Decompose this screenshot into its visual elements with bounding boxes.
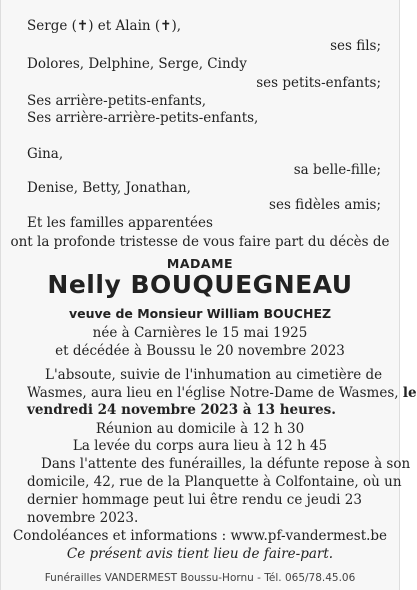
friends-role: ses fidèles amis; bbox=[269, 197, 381, 213]
meeting-time: Réunion au domicile à 12 h 30 bbox=[95, 421, 305, 437]
deceased-name: Nelly BOUQUEGNEAU bbox=[47, 270, 353, 299]
rest-line-4: novembre 2023. bbox=[27, 510, 139, 526]
ceremony-line-2-bold: le bbox=[402, 385, 417, 401]
children-role: ses fils; bbox=[330, 38, 381, 54]
death-line: et décédée à Boussu le 20 novembre 2023 bbox=[55, 343, 345, 359]
condolences-line: Condoléances et informations : www.pf-vandermest.be bbox=[12, 528, 388, 544]
rest-line-2: domicile, 42, rue de la Planquette à Colfontaine, où un bbox=[27, 474, 402, 490]
ceremony-line-1: L'absoute, suivie de l'inhumation au cimetière de bbox=[45, 367, 383, 383]
deceased-title: MADAME bbox=[166, 256, 234, 271]
daughter-in-law-name: Gina, bbox=[27, 146, 64, 162]
grandchildren-role: ses petits-enfants; bbox=[256, 75, 381, 91]
funeral-home-footer: Funérailles VANDERMEST Boussu-Hornu - Tél. 065/78.45.06 bbox=[44, 572, 356, 584]
deceased-spouse: veuve de Monsieur William BOUCHEZ bbox=[68, 306, 332, 321]
notice-line: Ce présent avis tient lieu de faire-part. bbox=[66, 546, 334, 562]
ceremony-line-2-text: Wasmes, aura lieu en l'église Notre-Dame de Wasmes, bbox=[27, 385, 399, 401]
great-grandchildren: Ses arrière-petits-enfants, bbox=[27, 93, 207, 109]
daughter-in-law-role: sa belle-fille; bbox=[293, 162, 381, 178]
announcement-line: ont la profonde tristesse de vous faire part du décès de bbox=[10, 234, 390, 250]
rest-line-3: dernier hommage peut lui être rendu ce jeudi 23 bbox=[27, 492, 362, 508]
great-great-grandchildren: Ses arrière-arrière-petits-enfants, bbox=[27, 110, 259, 126]
rest-line-1: Dans l'attente des funérailles, la défunte repose à son bbox=[41, 456, 411, 472]
departure-time: La levée du corps aura lieu à 12 h 45 bbox=[72, 438, 328, 454]
grandchildren-names: Dolores, Delphine, Serge, Cindy bbox=[27, 56, 247, 72]
ceremony-datetime: vendredi 24 novembre 2023 à 13 heures. bbox=[27, 402, 336, 418]
relatives-line: Et les familles apparentées bbox=[27, 215, 213, 231]
friends-names: Denise, Betty, Jonathan, bbox=[27, 180, 191, 196]
children-names: Serge (✝) et Alain (✝), bbox=[27, 18, 182, 34]
birth-line: née à Carnières le 15 mai 1925 bbox=[92, 325, 308, 341]
ceremony-line-2 bbox=[27, 385, 417, 401]
